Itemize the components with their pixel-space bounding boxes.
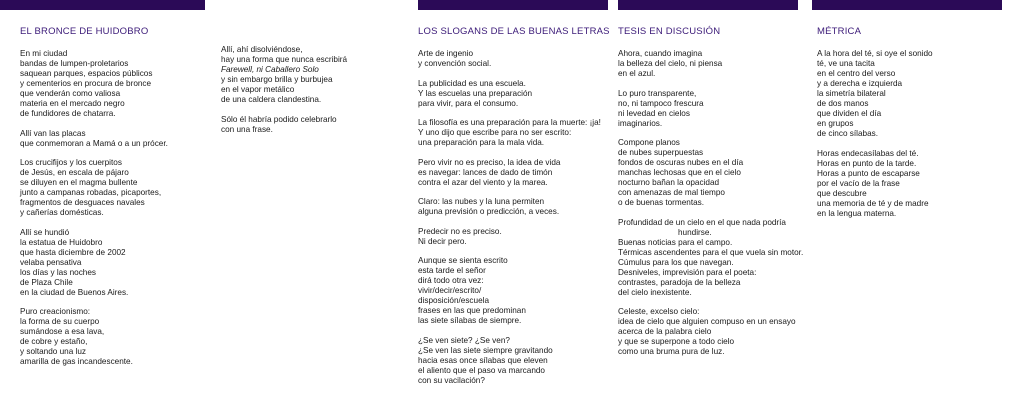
verse-line: de fundidores de chatarra. [20, 109, 116, 118]
verse-line: en el azul. [618, 69, 656, 78]
verse-line: contra el azar del viento y la marea. [418, 177, 548, 187]
verse-line: hacia esas once sílabas que eleven [418, 355, 548, 365]
verse-line: Y las escuelas una preparación [418, 88, 533, 98]
verse-line: Térmicas ascendentes para el que vuela sin motor. [618, 247, 804, 257]
verse-line: acerca de la palabra cielo [618, 327, 712, 336]
verse-line: no, ni tampoco frescura [618, 98, 704, 108]
poem-title: EL BRONCE DE HUIDOBRO [20, 26, 149, 37]
stanza [618, 49, 813, 79]
verse-line: materia en el mercado negro [20, 99, 125, 108]
header-bar-1 [0, 0, 205, 10]
stanza [618, 138, 813, 208]
verse-line: alguna previsión o predicción, a veces. [418, 207, 560, 216]
verse-line: Claro: las nubes y la luna permiten [418, 197, 545, 206]
verse-line: o de buenas tormentas. [618, 198, 705, 207]
verse-line: Sólo él habría podido celebrarlo [221, 114, 337, 124]
stanza [618, 307, 813, 357]
verse-line: sumándose a esa lava, [20, 327, 105, 336]
verse-line: los días y las noches [20, 267, 97, 277]
verse-line: la forma de su cuerpo [20, 317, 100, 326]
verse-line: fragmentos de desguaces navales [20, 198, 145, 207]
verse-line: Pero vivir no es preciso, la idea de vida [418, 157, 561, 167]
verse-line: del cielo inexistente. [618, 287, 692, 297]
stanza [418, 227, 613, 247]
stanza [618, 218, 813, 298]
verse-line: hay una forma que nunca escribirá [221, 55, 348, 64]
stanza [20, 307, 210, 367]
verse-line: esta tarde el señor [418, 266, 486, 275]
stanza [20, 49, 210, 119]
verse-line: contrastes, paradoja de la belleza [618, 277, 741, 287]
verse-line: bandas de lumpen-proletarios [20, 59, 129, 68]
verse-line: manchas lechosas que en el cielo [618, 168, 741, 177]
stanza [418, 256, 613, 326]
verse-line: por el vacío de la frase [817, 178, 900, 188]
stanza [20, 129, 210, 149]
stanza [418, 158, 613, 188]
verse-line: Ni decir pero. [418, 236, 467, 246]
verse-line: Arte de ingenio [418, 49, 474, 58]
verse-line: y convención social. [418, 59, 492, 68]
stanza [20, 228, 210, 298]
verse-line: que conmemoran a Mamá o a un prócer. [20, 138, 168, 148]
verse-line: la simetría bilateral [817, 89, 886, 98]
verse-line: con amenazas de mal tiempo [618, 188, 725, 197]
verse-line: Allí se hundió [20, 227, 70, 237]
stanza [418, 79, 613, 109]
stanza [817, 149, 1017, 219]
poem-title: TESIS EN DISCUSIÓN [618, 26, 721, 37]
verse-line: Y uno dijo que escribe para no ser escrito: [418, 128, 572, 137]
verse-line: disposición/escuela [418, 296, 490, 305]
verse-line: vivir/decir/escrito/ [418, 286, 482, 295]
verse-line: dirá todo otra vez: [418, 276, 484, 285]
verse-line: en grupos [817, 119, 854, 128]
verse-line: las siete sílabas de siempre. [418, 316, 522, 325]
verse-line: y cementerios en procura de bronce [20, 79, 152, 88]
verse-line: Allí, ahí disolviéndose, [221, 45, 303, 54]
stanza [418, 118, 613, 148]
poem-column-1 [20, 26, 210, 377]
verse-line: en la lengua materna. [817, 208, 897, 218]
stanza [418, 197, 613, 217]
verse-line: de cinco sílabas. [817, 129, 878, 138]
verse-line: Compone planos [618, 138, 680, 147]
verse-line: Horas en punto de la tarde. [817, 158, 917, 168]
verse-line: en la ciudad de Buenos Aires. [20, 287, 129, 297]
poem-title: LOS SLOGANS DE LAS BUENAS LETRAS [418, 26, 610, 37]
verse-line: de Plaza Chile [20, 277, 73, 287]
verse-line: como una bruma pura de luz. [618, 347, 725, 356]
verse-line: La filosofía es una preparación para la muerte: ¡ja! [418, 118, 601, 127]
verse-line: que hasta diciembre de 2002 [20, 247, 126, 257]
verse-line: de una caldera clandestina. [221, 95, 322, 104]
verse-line: Profundidad de un cielo en el que nada podría [618, 217, 786, 227]
verse-line: de nubes superpuestas [618, 148, 704, 157]
verse-line: imaginarios. [618, 118, 663, 128]
header-bar-2 [418, 0, 608, 10]
verse-line: Buenas noticias para el campo. [618, 237, 733, 247]
stanza [221, 45, 411, 105]
verse-line: en el centro del verso [817, 69, 896, 78]
verse-line: y a derecha e izquierda [817, 79, 903, 88]
verse-line: té, ve una tacita [817, 59, 875, 68]
poem-column-4 [817, 26, 1017, 228]
verse-line: que venderán como valiosa [20, 89, 121, 98]
verse-line: de Jesús, en escala de pájaro [20, 168, 129, 177]
stanza [418, 336, 613, 386]
verse-line: velaba pensativa [20, 257, 82, 267]
verse-line: y cañerías domésticas. [20, 208, 104, 217]
verse-line: Horas a punto de escaparse [817, 168, 920, 178]
poem-column-1-continuation [221, 45, 411, 144]
verse-line: de cobre y estaño, [20, 337, 88, 346]
verse-line: ¿Se ven las siete siempre gravitando [418, 345, 553, 355]
verse-line: En mi ciudad [20, 49, 68, 58]
verse-line: Predecir no es preciso. [418, 226, 502, 236]
verse-line: con su vacilación? [418, 375, 485, 385]
verse-line: amarilla de gas incandescente. [20, 357, 133, 366]
stanza [618, 89, 813, 129]
verse-line: nocturno bañan la opacidad [618, 178, 720, 187]
verse-line: en el vapor metálico [221, 85, 295, 94]
verse-line: una memoria de té y de madre [817, 198, 929, 208]
verse-line: Puro creacionismo: [20, 307, 91, 316]
verse-line: ni levedad en cielos [618, 108, 690, 118]
stanza [817, 49, 1017, 139]
verse-line: Cúmulus para los que navegan. [618, 257, 734, 267]
header-bar-3 [618, 0, 798, 10]
header-bar-4 [812, 0, 1002, 10]
verse-line: y que se superpone a todo cielo [618, 337, 735, 346]
verse-line: Farewell, ni Caballero Solo [221, 65, 319, 74]
verse-line: Ahora, cuando imagina [618, 49, 703, 58]
verse-line: es navegar: lances de dado de timón [418, 167, 553, 177]
verse-line: Horas endecasílabas del té. [817, 148, 919, 158]
verse-line: Lo puro transparente, [618, 88, 697, 98]
verse-line: fondos de oscuras nubes en el día [618, 158, 744, 167]
stanza [20, 158, 210, 218]
verse-line: de dos manos [817, 99, 869, 108]
poem-column-3 [618, 26, 813, 367]
verse-line: La publicidad es una escuela. [418, 78, 526, 88]
verse-line: Desniveles, imprevisión para el poeta: [618, 267, 757, 277]
verse-line: A la hora del té, si oye el sonido [817, 49, 933, 58]
stanza [221, 115, 411, 135]
verse-line: Aunque se sienta escrito [418, 256, 508, 265]
verse-line: idea de cielo que alguien compuso en un ensayo [618, 317, 796, 326]
verse-line: frases en las que predominan [418, 306, 526, 315]
verse-line: junto a campanas robadas, picaportes, [20, 188, 162, 197]
verse-line: Allí van las placas [20, 128, 86, 138]
verse-line: y soltando una luz [20, 347, 86, 356]
verse-line: la estatua de Huidobro [20, 237, 103, 247]
verse-line: para vivir, para el consumo. [418, 98, 519, 108]
stanza [418, 49, 613, 69]
verse-line: una preparación para la mala vida. [418, 138, 545, 147]
verse-line: Celeste, excelso cielo: [618, 307, 700, 316]
verse-line: ¿Se ven siete? ¿Se ven? [418, 335, 510, 345]
verse-line: la belleza del cielo, ni piensa [618, 59, 723, 68]
verse-line: que descubre [817, 188, 867, 198]
verse-line: con una frase. [221, 124, 273, 134]
verse-line: el aliento que el paso va marcando [418, 365, 545, 375]
verse-line: saquean parques, espacios públicos [20, 69, 153, 78]
verse-line: que dividen el día [817, 109, 882, 118]
verse-line: Los crucifijos y los cuerpitos [20, 158, 122, 167]
verse-line: hundirse. [678, 227, 712, 237]
poem-title: MÉTRICA [817, 26, 862, 37]
verse-line: y sin embargo brilla y burbujea [221, 75, 333, 84]
poem-column-2 [418, 26, 613, 395]
verse-line: se diluyen en el magma bullente [20, 178, 138, 187]
